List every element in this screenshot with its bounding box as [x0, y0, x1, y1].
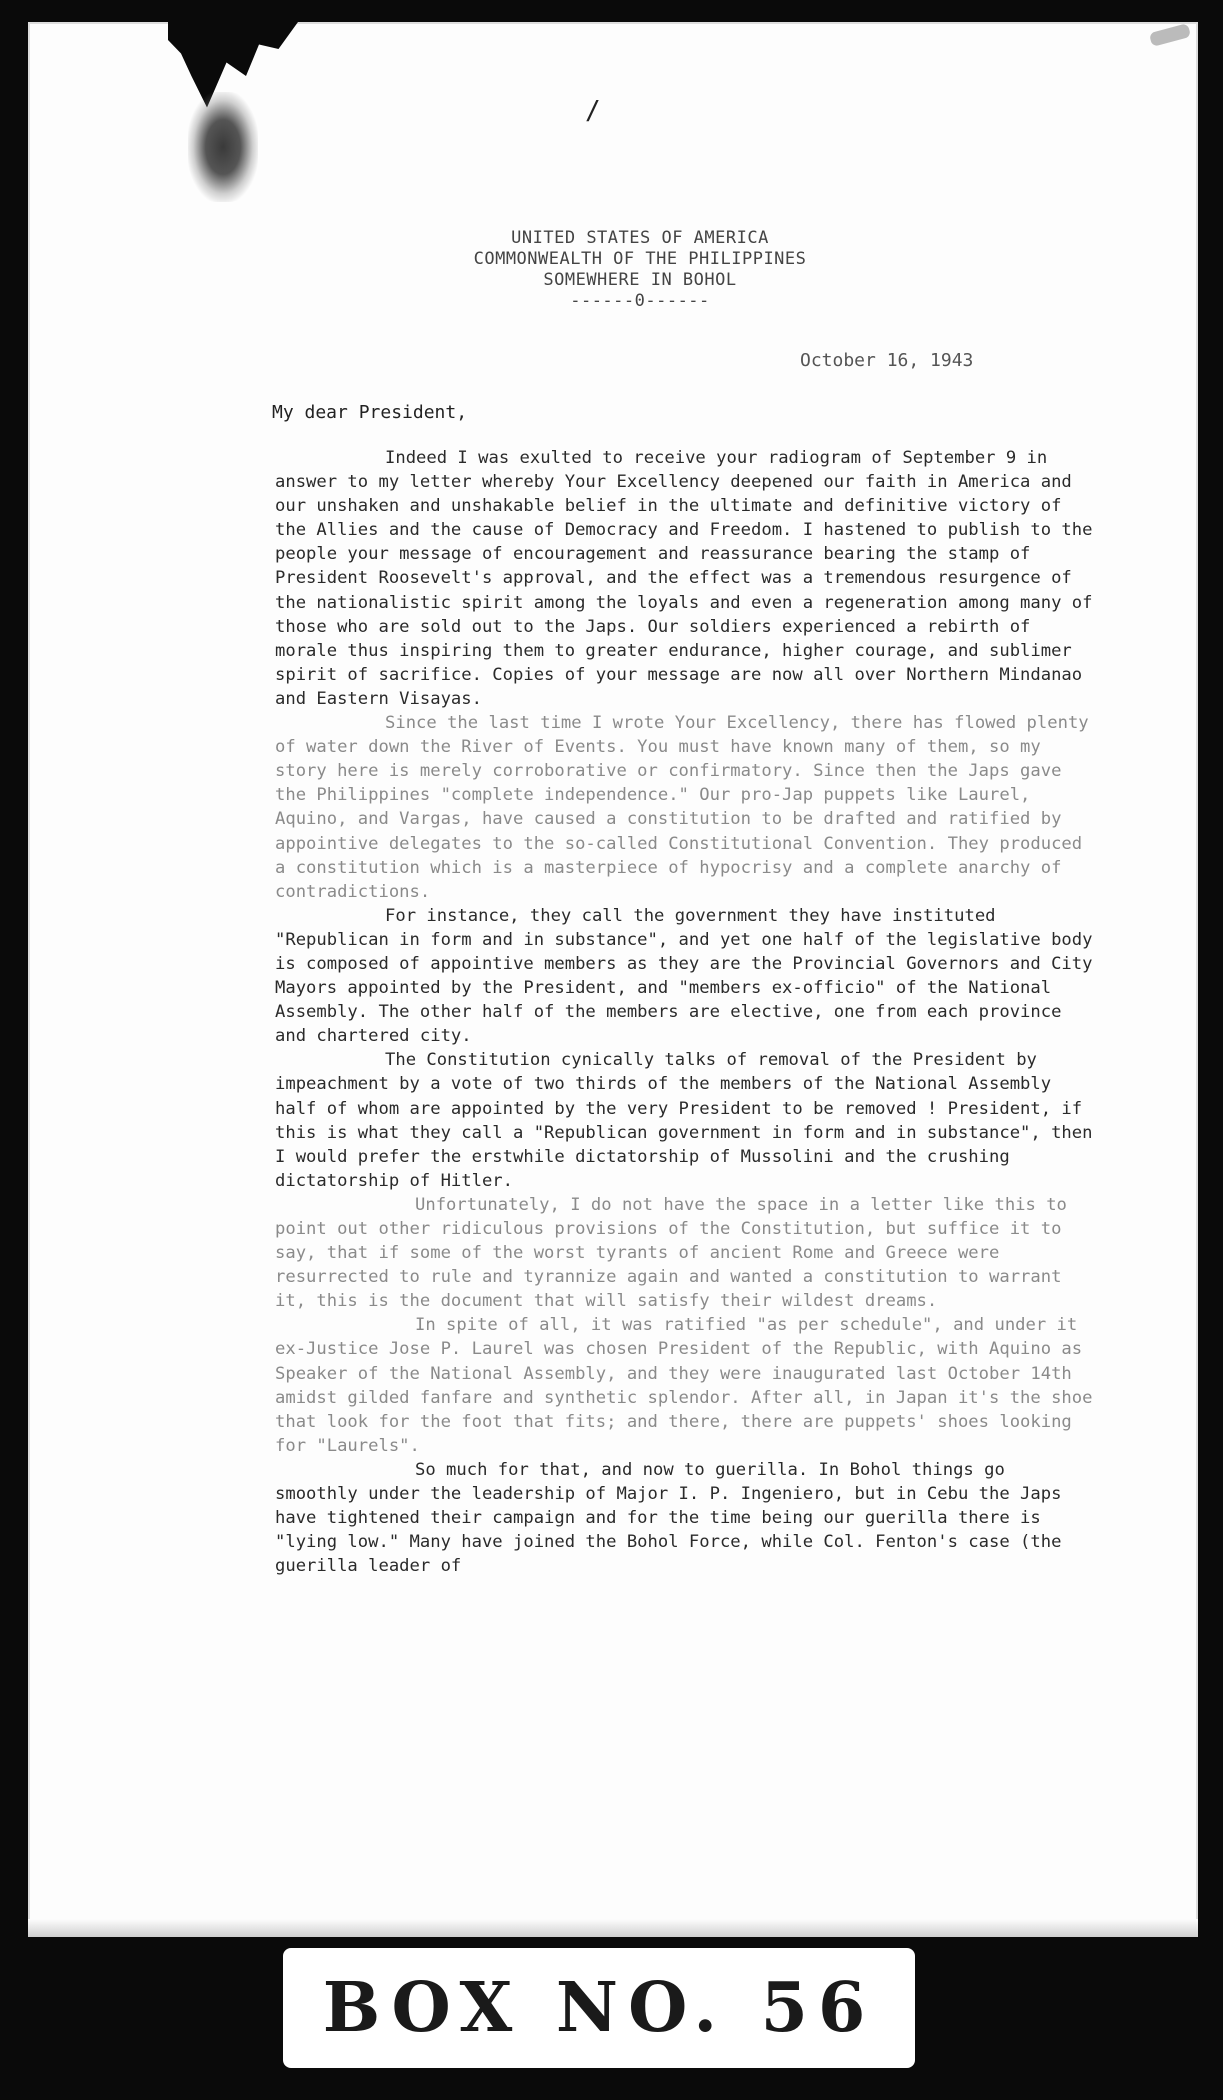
- letterhead-country: UNITED STATES OF AMERICA: [511, 228, 769, 248]
- paragraph-constitution: Unfortunately, I do not have the space in a letter like this to point out other ridiculous provisions of the Constitution, but suffice it to say, that if some of the worst tyrants of ancient Rome and Greece were resurrected to rule and tyrannize again and wanted a constitution to warrant it, this is the document that will satisfy their wildest dreams.: [275, 1194, 1067, 1312]
- paragraph-independence: Since the last time I wrote Your Excellency, there has flowed plenty of water down the River of Events. You must have known many of them, so my story here is merely corroborative or confirmatory. Since then the Japs gave the Philippines "complete independence." Our pro-Jap puppets like Laurel, Aquino, and Vargas, have caused a constitution to be drafted and ratified by appointive delegates to the so-called Constitutional Convention. They produced a constitution which is a masterpiece of hypocrisy and a complete anarchy of contradictions.: [275, 713, 1089, 902]
- salutation: My dear President,: [272, 402, 468, 423]
- letterhead-location: SOMEWHERE IN BOHOL: [543, 270, 737, 290]
- letterhead: [300, 228, 980, 312]
- letterhead-divider: ------0------: [570, 291, 710, 311]
- paper-clip-mark: [1149, 23, 1191, 47]
- page-mark: /: [585, 96, 601, 126]
- archive-box-label: [283, 1948, 915, 2068]
- ink-smudge: [188, 92, 258, 202]
- paragraph-guerilla: So much for that, and now to guerilla. In Bohol things go smoothly under the leadership of Major I. P. Ingeniero, but in Cebu the Japs have tightened their campaign and for the time being our guerilla there is "lying low." Many have joined the Bohol Force, while Col. Fenton's case (the guerilla leader of: [275, 1459, 1062, 1577]
- page-edge: [28, 1919, 1198, 1937]
- paragraph-impeachment: The Constitution cynically talks of removal of the President by impeachment by a vote of two thirds of the members of the National Assembly half of whom are appointed by the very President to be removed ! President, if this is what they call a "Republican government in form and in substance", then I would prefer the erstwhile dictatorship of Mussolini and the crushing dictatorship of Hitler.: [275, 1050, 1093, 1191]
- letterhead-commonwealth: COMMONWEALTH OF THE PHILIPPINES: [473, 249, 807, 269]
- paragraph-legislature: For instance, they call the government they have instituted "Republican in form and in substance", and yet one half of the legislative body is composed of appointive members as they are the Provincial Governors and City Mayors appointed by the President, and "members ex-officio" of the National Assembly. The other half of the members are elective, one from each province and chartered city.: [275, 905, 1093, 1047]
- letter-body: [275, 446, 1095, 1578]
- box-number: BOX NO. 56: [322, 1968, 876, 2048]
- paragraph-ratification: In spite of all, it was ratified "as per schedule", and under it ex-Justice Jose P. Laurel was chosen President of the Republic, with Aquino as Speaker of the National Assembly, and they were inaugurated last October 14th amidst gilded fanfare and synthetic splendor. After all, in Japan it's the shoe that look for the foot that fits; and there, there are puppets' shoes looking for "Laurels".: [275, 1315, 1093, 1456]
- letter-date: October 16, 1943: [800, 350, 974, 371]
- paragraph-radiogram: Indeed I was exulted to receive your radiogram of September 9 in answer to my letter whereby Your Excellency deepened our faith in America and our unshaken and unshakable belief in the ultimate and definitive victory of the Allies and the cause of Democracy and Freedom. I hastened to publish to the people your message of encouragement and reassurance bearing the stamp of President Roosevelt's approval, and the effect was a tremendous resurgence of the nationalistic spirit among the loyals and even a regeneration among many of those who are sold out to the Japs. Our soldiers experienced a rebirth of morale thus inspiring them to greater endurance, higher courage, and sublimer spirit of sacrifice. Copies of your message are now all over Northern Mindanao and Eastern Visayas.: [275, 448, 1093, 709]
